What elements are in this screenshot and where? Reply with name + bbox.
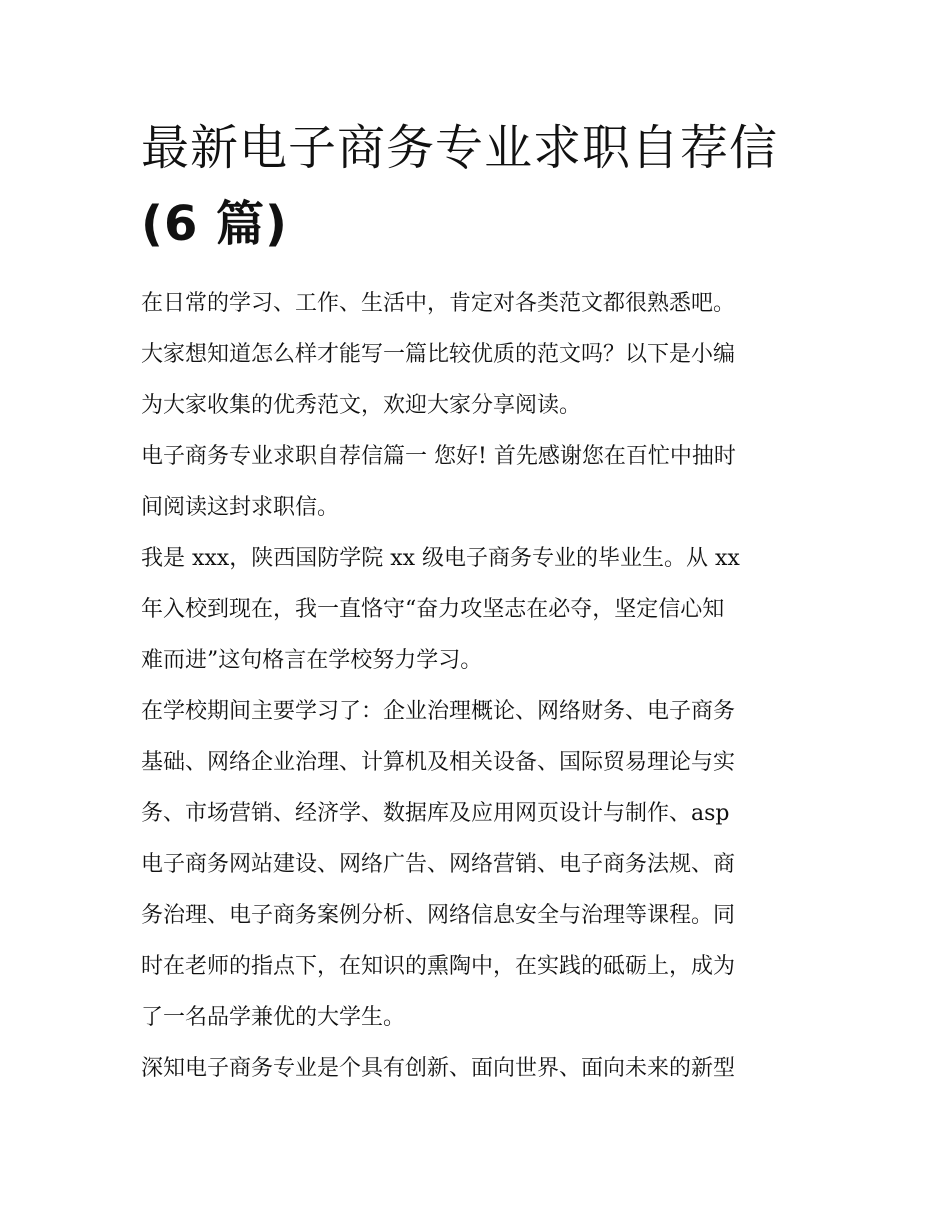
intro-paragraph: [141, 278, 821, 431]
paragraph-list: [141, 278, 821, 1094]
text-line: 大家想知道怎么样才能写一篇比较优质的范文吗？以下是小编: [141, 342, 736, 367]
document-body: [141, 110, 821, 1094]
self-introduction-paragraph: [141, 533, 821, 686]
title-line: 最新电子商务专业求职自荐信: [141, 120, 779, 176]
courses-paragraph: [141, 686, 821, 1043]
text-line: 在日常的学习、工作、生活中，肯定对各类范文都很熟悉吧。: [141, 291, 736, 316]
text-line: 电子商务网站建设、网络广告、网络营销、电子商务法规、商: [141, 852, 736, 877]
text-line: 务、市场营销、经济学、数据库及应用网页设计与制作、asp: [141, 801, 730, 826]
text-line: 时在老师的指点下，在知识的熏陶中，在实践的砥砺上，成为: [141, 954, 736, 979]
text-line: 在学校期间主要学习了：企业治理概论、网络财务、电子商务: [141, 699, 736, 724]
text-line: 我是 xxx，陕西国防学院 xx 级电子商务专业的毕业生。从 xx: [141, 546, 740, 571]
greeting-paragraph: [141, 431, 821, 533]
text-line: 基础、网络企业治理、计算机及相关设备、国际贸易理论与实: [141, 750, 736, 775]
text-line: 了一名品学兼优的大学生。: [141, 1005, 406, 1030]
title-line: (6 篇): [141, 196, 288, 252]
text-line: 年入校到现在，我一直恪守“奋力攻坚志在必夺，坚定信心知: [141, 597, 725, 622]
text-line: 电子商务专业求职自荐信篇一 您好! 首先感谢您在百忙中抽时: [141, 444, 736, 469]
text-line: 务治理、电子商务案例分析、网络信息安全与治理等课程。同: [141, 903, 736, 928]
document-title: [141, 110, 821, 262]
text-line: 为大家收集的优秀范文，欢迎大家分享阅读。: [141, 393, 582, 418]
text-line: 间阅读这封求职信。: [141, 495, 340, 520]
text-line: 深知电子商务专业是个具有创新、面向世界、面向未来的新型: [141, 1056, 736, 1081]
text-line: 难而进”这句格言在学校努力学习。: [141, 648, 483, 673]
major-paragraph: [141, 1043, 821, 1094]
